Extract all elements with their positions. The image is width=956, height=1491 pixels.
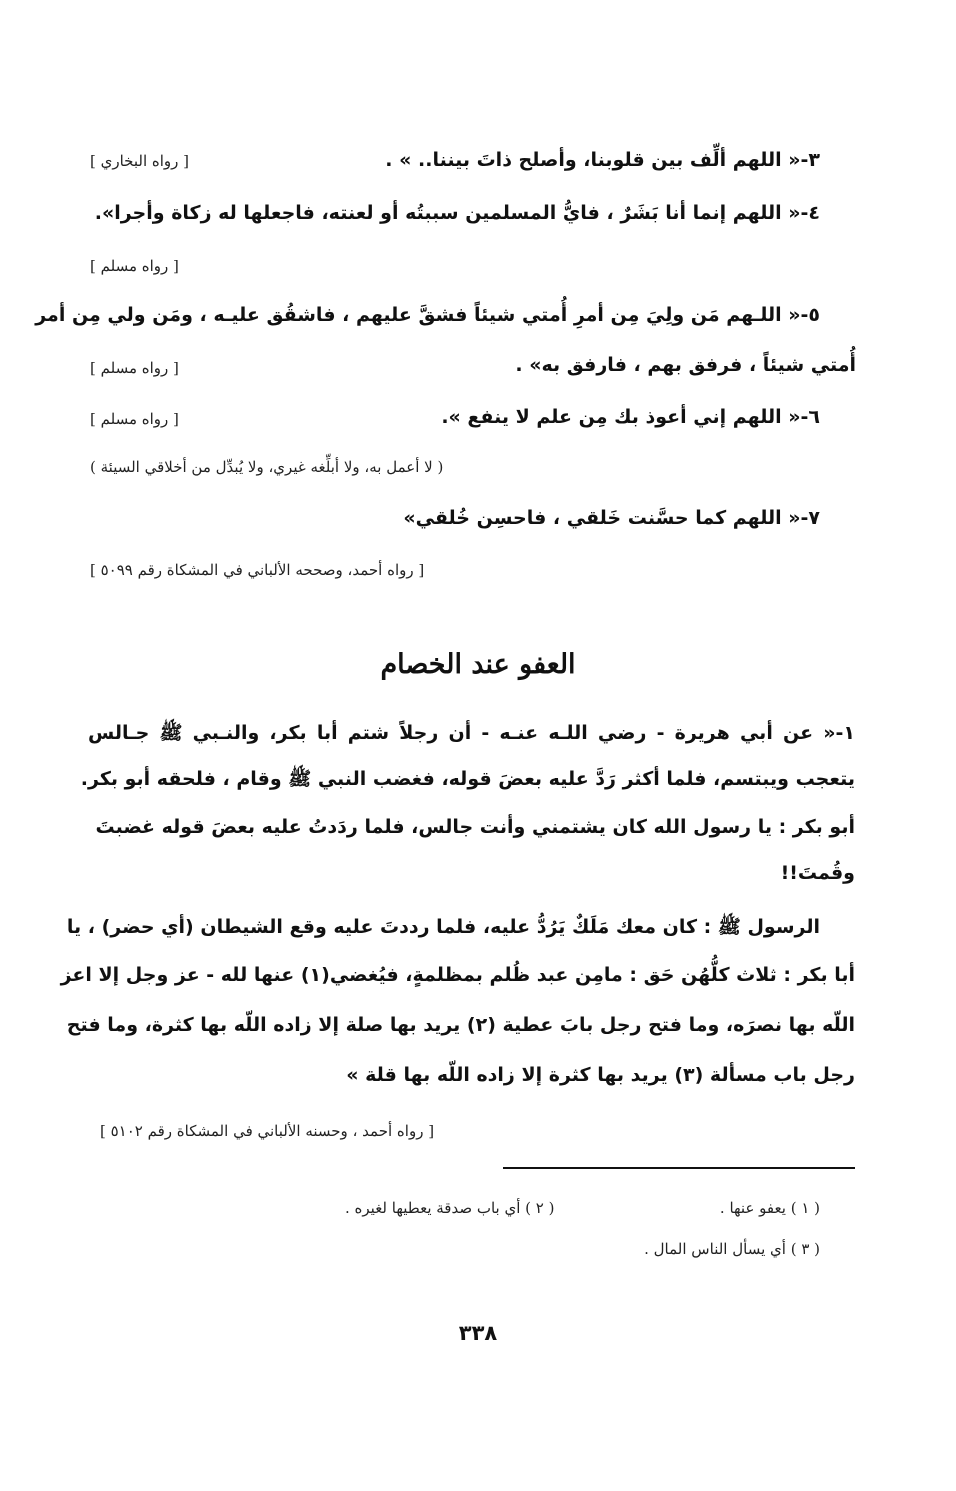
footnote-3: ( ٣ ) أي يسأل الناس المال .: [644, 1240, 820, 1258]
hadith-line-7: اللّه بها نصرَه، وما فتح رجل بابَ عطية (٢) يريد بها صلة إلا زاده اللّه بها كثرة، وما فتح: [66, 1014, 855, 1036]
source-bukhari: [ رواه البخاري ]: [90, 152, 190, 170]
hadith-line-1: ١-« عن أبي هريرة - رضي اللـه عنـه - أن رجلاً شتم أبا بكر، والنـبي ﷺ جـالس: [88, 722, 855, 744]
supplication-5-line2: أُمتي شيئاً ، فرفق بهم ، فارفق به» .: [515, 354, 856, 376]
hadith-line-4: وقُمتَ!!: [780, 862, 855, 884]
explanatory-note: ( لا أعمل به، ولا أبلِّغه غيري، ولا يُبدِّل من أخلاقي السيئة ): [90, 458, 444, 476]
hadith-line-8: رجل باب مسألة (٣) يريد بها كثرة إلا زاده اللّه بها قلة »: [346, 1064, 855, 1086]
supplication-7: ٧-« اللهم كما حسَّنت خَلقي ، فاحسِن خُلقي»: [403, 507, 820, 529]
footnote-2: ( ٢ ) أي باب صدقة يعطيها لغيره .: [345, 1199, 555, 1217]
supplication-5-line1: ٥-« اللـهم مَن ولِيَ مِن أمرِ أُمتي شيئاً فشقَّ عليهم ، فاشقُق عليـه ، ومَن ولي مِن أمر: [35, 304, 820, 326]
hadith-line-6: أبا بكر : ثلاث كلُّهُن حَق : مامِن عبد ظُلم بمظلمةٍ، فيُغضي(١) عنها لله - عز وجل إلا اعز: [60, 964, 855, 986]
source-ahmad-5099: [ رواه أحمد، وصححه الألباني في المشكاة رقم ٥٠٩٩ ]: [90, 561, 425, 579]
supplication-6: ٦-« اللهم إني أعوذ بك مِن علم لا ينفع ».: [441, 406, 820, 428]
page-number: ٣٣٨: [458, 1321, 498, 1345]
source-ahmad-5102: [ رواه أحمد ، وحسنه الألباني في المشكاة رقم ٥١٠٢ ]: [100, 1122, 435, 1140]
hadith-line-5: الرسول ﷺ : كان معك مَلَكٌ يَرُدُّ عليه، فلما رددتَ عليه وقع الشيطان (أي حضر) ، يا: [66, 916, 820, 938]
source-muslim-4: [ رواه مسلم ]: [90, 257, 179, 275]
section-title: العفو عند الخصام: [380, 649, 576, 680]
supplication-3: ٣-« اللهم ألِّف بين قلوبنا، وأصلح ذاتَ بيننا.. » .: [385, 149, 820, 171]
footnote-separator: [503, 1167, 855, 1169]
hadith-line-2: يتعجب ويبتسم، فلما أكثر رَدَّ عليه بعضَ قوله، فغضب النبي ﷺ وقام ، فلحقه أبو بكر.: [80, 768, 855, 790]
footnote-1: ( ١ ) يعفو عنها .: [719, 1199, 820, 1217]
source-muslim-6: [ رواه مسلم ]: [90, 410, 179, 428]
hadith-line-3: أبو بكر : يا رسول الله كان يشتمني وأنت جالس، فلما ردَدتُ عليه بعضَ قوله غضبتَ: [95, 816, 855, 838]
supplication-4: ٤-« اللهم إنما أنا بَشَرٌ ، فايُّ المسلمين سببتُه أو لعنته، فاجعلها له زكاة وأجرا».: [94, 202, 820, 224]
source-muslim-5: [ رواه مسلم ]: [90, 359, 179, 377]
